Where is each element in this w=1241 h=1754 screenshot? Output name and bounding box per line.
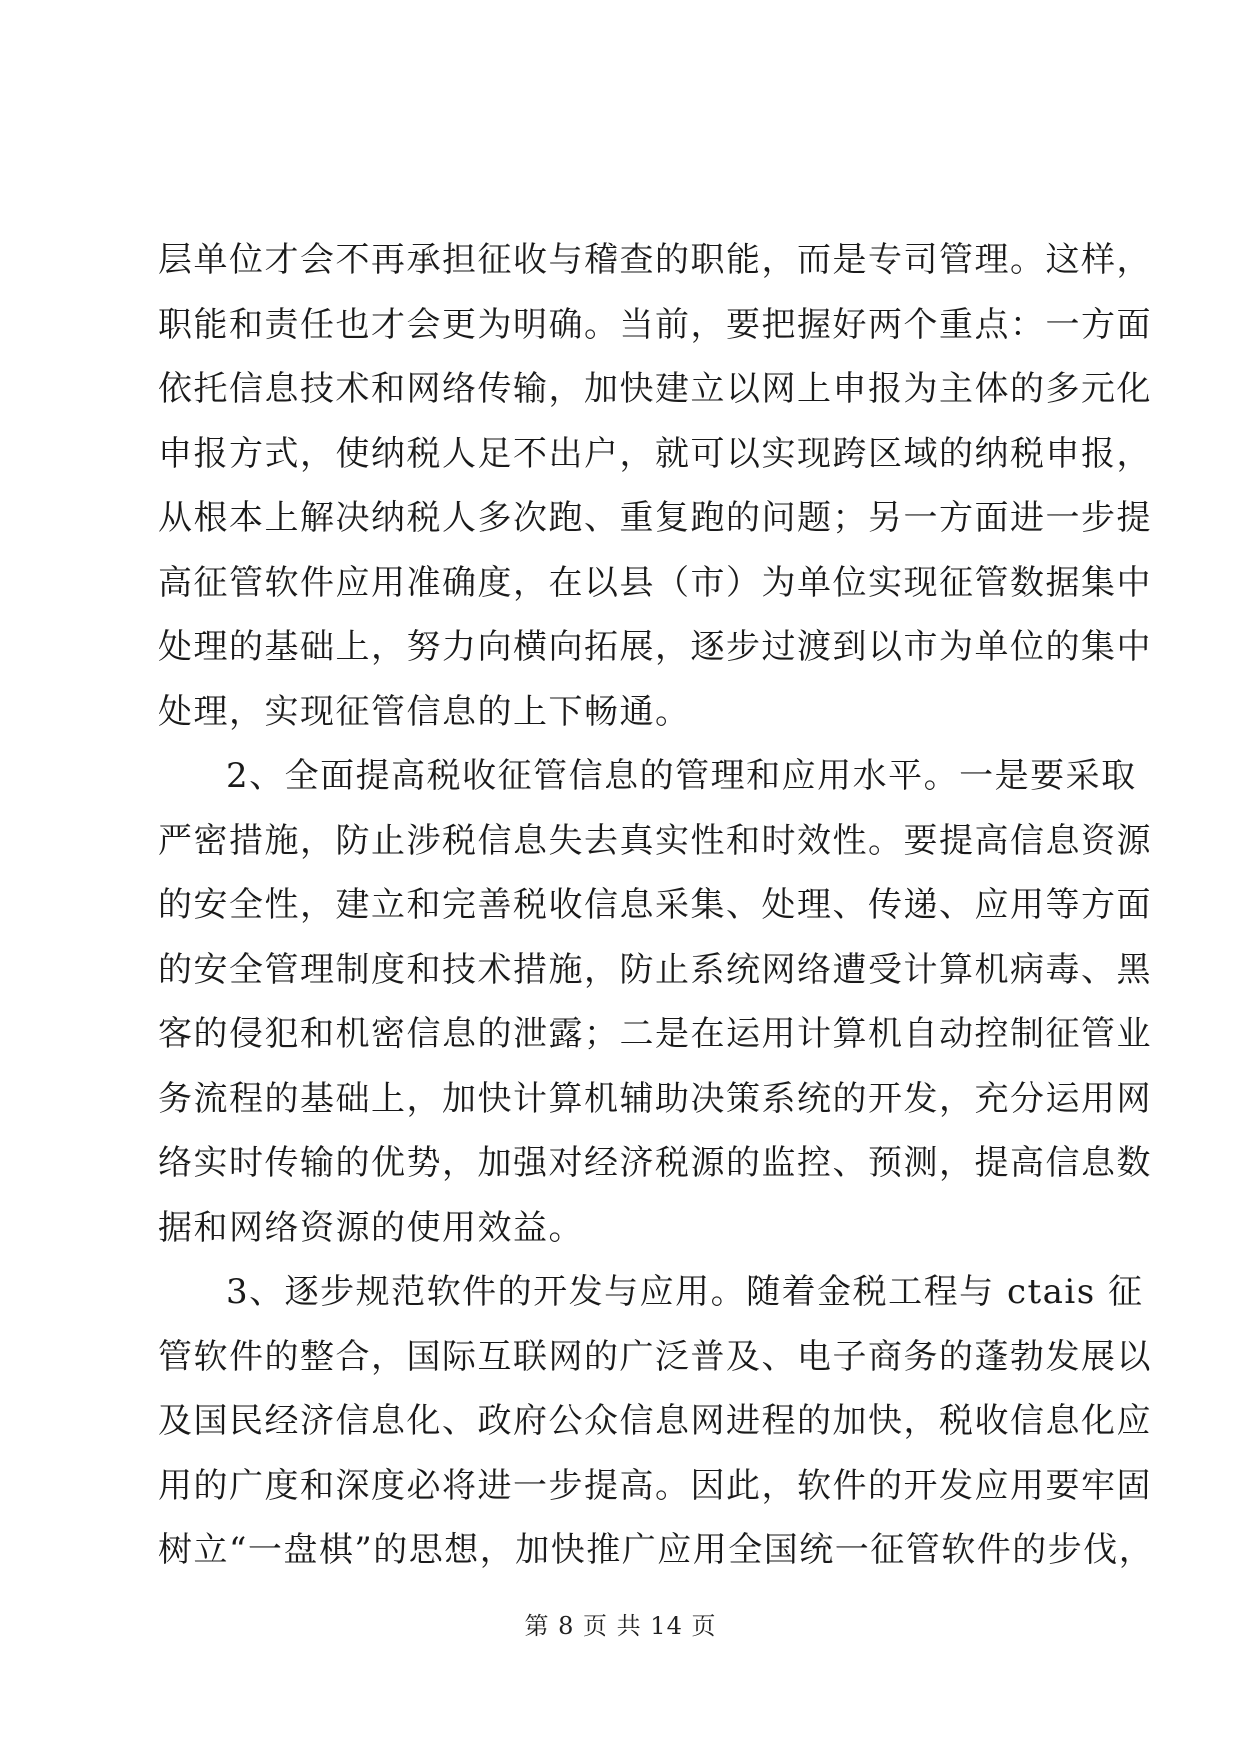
text-line: 用的广度和深度必将进一步提高。因此，软件的开发应用要牢固 [158,1465,1152,1506]
text-line: 处理，实现征管信息的上下畅通。 [158,691,691,732]
text-line: 处理的基础上，努力向横向拓展，逐步过渡到以市为单位的集中 [158,627,1152,667]
text-line: 严密措施，防止涉税信息失去真实性和时效性。要提高信息资源 [158,820,1152,861]
text-line: 及国民经济信息化、政府公众信息网进程的加快，税收信息化应 [158,1401,1152,1441]
text-line: 的安全性，建立和完善税收信息采集、处理、传递、应用等方面 [158,885,1152,925]
text-line: 务流程的基础上，加快计算机辅助决策系统的开发，充分运用网 [158,1078,1152,1119]
paragraph-first-line: 2、全面提高税收征管信息的管理和应用水平。一是要采取 [226,756,1137,796]
text-line: 职能和责任也才会更为明确。当前，要把握好两个重点：一方面 [158,304,1152,345]
text-line: 据和网络资源的使用效益。 [158,1207,584,1248]
text-line: 的安全管理制度和技术措施，防止系统网络遭受计算机病毒、黑 [158,949,1152,990]
text-line: 申报方式，使纳税人足不出户，就可以实现跨区域的纳税申报， [158,433,1152,474]
paragraph-first-line: 3、逐步规范软件的开发与应用。随着金税工程与 ctais 征 [226,1272,1144,1312]
text-line: 管软件的整合，国际互联网的广泛普及、电子商务的蓬勃发展以 [158,1336,1152,1377]
page-footer: 第 8 页 共 14 页 [524,1612,717,1640]
text-line: 客的侵犯和机密信息的泄露；二是在运用计算机自动控制征管业 [158,1014,1152,1054]
text-line: 依托信息技术和网络传输，加快建立以网上申报为主体的多元化 [158,369,1152,409]
text-line: 高征管软件应用准确度，在以县（市）为单位实现征管数据集中 [158,562,1152,603]
text-line: 络实时传输的优势，加强对经济税源的监控、预测，提高信息数 [158,1143,1152,1183]
text-line: 层单位才会不再承担征收与稽查的职能，而是专司管理。这样， [158,240,1152,280]
text-line: 树立“一盘棋”的思想，加快推广应用全国统一征管软件的步伐， [158,1530,1155,1570]
text-line: 从根本上解决纳税人多次跑、重复跑的问题；另一方面进一步提 [158,498,1152,538]
document-body [158,228,1155,1583]
